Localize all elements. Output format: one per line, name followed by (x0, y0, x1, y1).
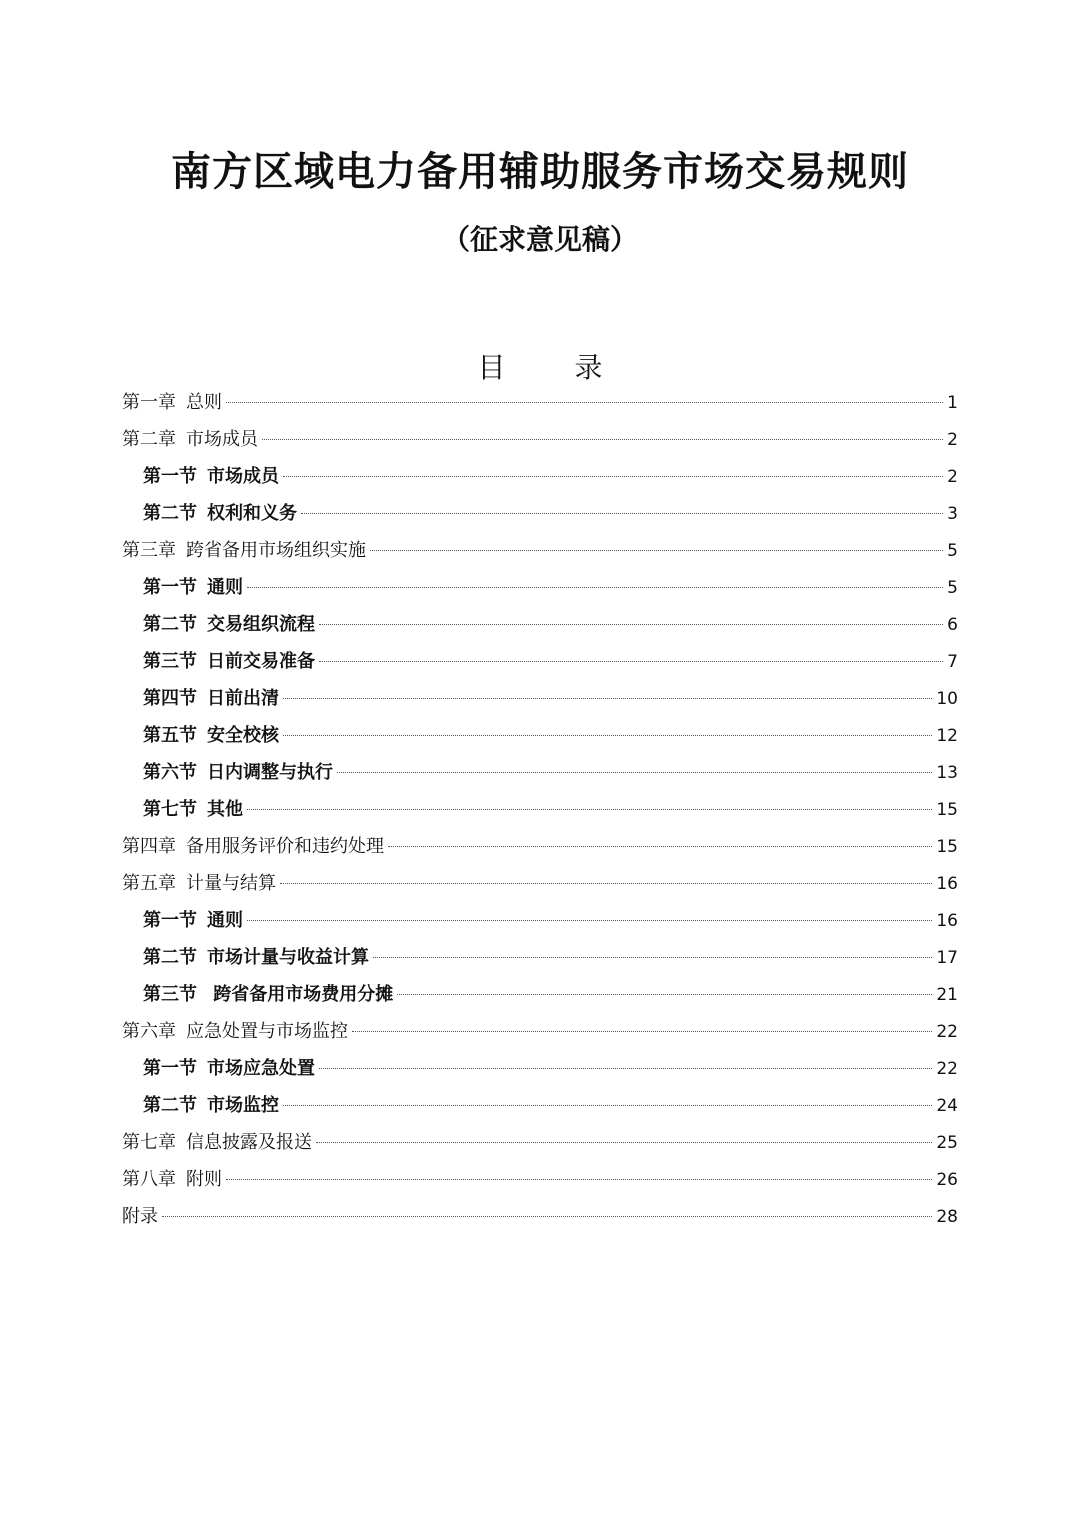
toc-entry-number: 第一节 (143, 910, 197, 931)
toc-entry-number: 第二节 (143, 1095, 197, 1116)
toc-dot-leader (316, 1142, 932, 1143)
toc-entry-label (143, 717, 279, 754)
toc-entry-title: 通则 (207, 910, 243, 931)
toc-page-number: 2 (947, 430, 958, 450)
toc-section-entry[interactable] (122, 939, 958, 976)
toc-entry-number: 第四章 (122, 836, 176, 857)
toc-entry-label (143, 495, 297, 532)
toc-section-entry[interactable] (122, 606, 958, 643)
toc-entry-label (143, 976, 393, 1013)
toc-dot-leader (162, 1216, 932, 1217)
toc-entry-number: 第一节 (143, 577, 197, 598)
toc-entry-label (143, 791, 243, 828)
toc-entry-title: 日前交易准备 (207, 651, 315, 672)
toc-page-number: 15 (936, 800, 958, 820)
toc-dot-leader (283, 1105, 932, 1106)
toc-entry-title: 市场计量与收益计算 (207, 947, 369, 968)
toc-page-number: 5 (947, 578, 958, 598)
toc-dot-leader (319, 661, 943, 662)
toc-dot-leader (370, 550, 943, 551)
toc-section-entry[interactable] (122, 902, 958, 939)
toc-entry-title: 附录 (122, 1206, 158, 1227)
toc-entry-title: 信息披露及报送 (186, 1132, 312, 1153)
toc-dot-leader (319, 1068, 932, 1069)
toc-page-number: 28 (936, 1207, 958, 1227)
toc-entry-label (143, 458, 279, 495)
toc-chapter-entry[interactable] (122, 865, 958, 902)
toc-entry-title: 市场监控 (207, 1095, 279, 1116)
document-title: 南方区域电力备用辅助服务市场交易规则 (171, 149, 909, 195)
toc-entry-number: 第一节 (143, 466, 197, 487)
toc-page-number: 6 (947, 615, 958, 635)
table-of-contents (122, 384, 958, 1235)
toc-chapter-entry[interactable] (122, 828, 958, 865)
toc-section-entry[interactable] (122, 643, 958, 680)
toc-entry-title: 跨省备用市场组织实施 (186, 540, 366, 561)
toc-entry-label (143, 606, 315, 643)
toc-entry-title: 计量与结算 (186, 873, 276, 894)
toc-dot-leader (283, 698, 932, 699)
toc-entry-number: 第一节 (143, 1058, 197, 1079)
toc-entry-label (122, 1161, 222, 1198)
toc-page-number: 26 (936, 1170, 958, 1190)
toc-entry-label (122, 384, 222, 421)
toc-dot-leader (388, 846, 932, 847)
toc-dot-leader (397, 994, 932, 995)
toc-dot-leader (280, 883, 932, 884)
toc-page-number: 2 (947, 467, 958, 487)
toc-chapter-entry[interactable] (122, 384, 958, 421)
toc-entry-number: 第二节 (143, 503, 197, 524)
toc-page-number: 22 (936, 1059, 958, 1079)
toc-entry-number: 第三节 (143, 984, 197, 1005)
toc-entry-label (122, 421, 258, 458)
toc-entry-number: 第八章 (122, 1169, 176, 1190)
toc-page-number: 16 (936, 874, 958, 894)
toc-page-number: 22 (936, 1022, 958, 1042)
toc-section-entry[interactable] (122, 1050, 958, 1087)
toc-page-number: 15 (936, 837, 958, 857)
toc-entry-label (143, 1087, 279, 1124)
toc-entry-label (122, 828, 384, 865)
toc-section-entry[interactable] (122, 1087, 958, 1124)
toc-entry-number: 第五节 (143, 725, 197, 746)
toc-entry-title: 权利和义务 (207, 503, 297, 524)
toc-section-entry[interactable] (122, 791, 958, 828)
toc-dot-leader (373, 957, 932, 958)
toc-dot-leader (262, 439, 943, 440)
toc-page-number: 21 (936, 985, 958, 1005)
toc-entry-label (143, 754, 333, 791)
toc-entry-title: 附则 (186, 1169, 222, 1190)
toc-chapter-entry[interactable] (122, 1124, 958, 1161)
toc-dot-leader (226, 402, 943, 403)
toc-page-number: 24 (936, 1096, 958, 1116)
toc-entry-label (122, 532, 366, 569)
toc-page-number: 3 (947, 504, 958, 524)
toc-entry-title: 市场成员 (186, 429, 258, 450)
toc-entry-label (143, 939, 369, 976)
toc-entry-title: 跨省备用市场费用分摊 (207, 984, 394, 1005)
toc-section-entry[interactable] (122, 976, 958, 1013)
toc-entry-title: 市场成员 (207, 466, 279, 487)
toc-entry-label (143, 569, 243, 606)
toc-entry-title: 交易组织流程 (207, 614, 315, 635)
document-subtitle: （征求意见稿） (441, 223, 638, 256)
toc-dot-leader (247, 587, 943, 588)
toc-entry-number: 第二章 (122, 429, 176, 450)
toc-entry-label (122, 1124, 312, 1161)
toc-page-number: 13 (936, 763, 958, 783)
toc-entry-number: 第七节 (143, 799, 197, 820)
toc-page-number: 7 (947, 652, 958, 672)
toc-entry-number: 第七章 (122, 1132, 176, 1153)
toc-entry-label (122, 1013, 348, 1050)
toc-entry-number: 第三节 (143, 651, 197, 672)
toc-chapter-entry[interactable] (122, 1013, 958, 1050)
toc-dot-leader (319, 624, 943, 625)
toc-entry-title: 通则 (207, 577, 243, 598)
toc-entry-label (122, 1198, 158, 1235)
toc-dot-leader (247, 809, 932, 810)
toc-entry-number: 第六节 (143, 762, 197, 783)
toc-dot-leader (301, 513, 943, 514)
toc-page-number: 1 (947, 393, 958, 413)
toc-entry-title: 总则 (186, 392, 222, 413)
toc-section-entry[interactable] (122, 754, 958, 791)
toc-page-number: 10 (936, 689, 958, 709)
toc-page-number: 5 (947, 541, 958, 561)
toc-entry-title: 备用服务评价和违约处理 (186, 836, 384, 857)
toc-entry-title: 应急处置与市场监控 (186, 1021, 348, 1042)
toc-chapter-entry[interactable] (122, 1198, 958, 1235)
toc-heading: 目 录 (477, 351, 633, 384)
toc-section-entry[interactable] (122, 569, 958, 606)
toc-entry-title: 市场应急处置 (207, 1058, 315, 1079)
toc-page-number: 17 (936, 948, 958, 968)
toc-entry-label (143, 680, 279, 717)
toc-dot-leader (337, 772, 932, 773)
toc-chapter-entry[interactable] (122, 532, 958, 569)
toc-entry-label (122, 865, 276, 902)
toc-entry-title: 其他 (207, 799, 243, 820)
toc-entry-title: 日前出清 (207, 688, 279, 709)
toc-section-entry[interactable] (122, 680, 958, 717)
toc-entry-number: 第五章 (122, 873, 176, 894)
toc-entry-number: 第四节 (143, 688, 197, 709)
toc-page-number: 16 (936, 911, 958, 931)
toc-dot-leader (352, 1031, 932, 1032)
toc-entry-label (143, 902, 243, 939)
toc-chapter-entry[interactable] (122, 421, 958, 458)
toc-entry-title: 日内调整与执行 (207, 762, 333, 783)
toc-dot-leader (283, 735, 932, 736)
toc-entry-number: 第二节 (143, 614, 197, 635)
toc-entry-label (143, 643, 315, 680)
toc-entry-label (143, 1050, 315, 1087)
toc-dot-leader (247, 920, 932, 921)
toc-section-entry[interactable] (122, 458, 958, 495)
toc-entry-number: 第二节 (143, 947, 197, 968)
toc-entry-number: 第六章 (122, 1021, 176, 1042)
toc-page-number: 12 (936, 726, 958, 746)
toc-section-entry[interactable] (122, 495, 958, 532)
toc-dot-leader (283, 476, 943, 477)
toc-entry-number: 第三章 (122, 540, 176, 561)
toc-entry-title: 安全校核 (207, 725, 279, 746)
toc-section-entry[interactable] (122, 717, 958, 754)
toc-dot-leader (226, 1179, 932, 1180)
toc-page-number: 25 (936, 1133, 958, 1153)
toc-chapter-entry[interactable] (122, 1161, 958, 1198)
toc-entry-number: 第一章 (122, 392, 176, 413)
